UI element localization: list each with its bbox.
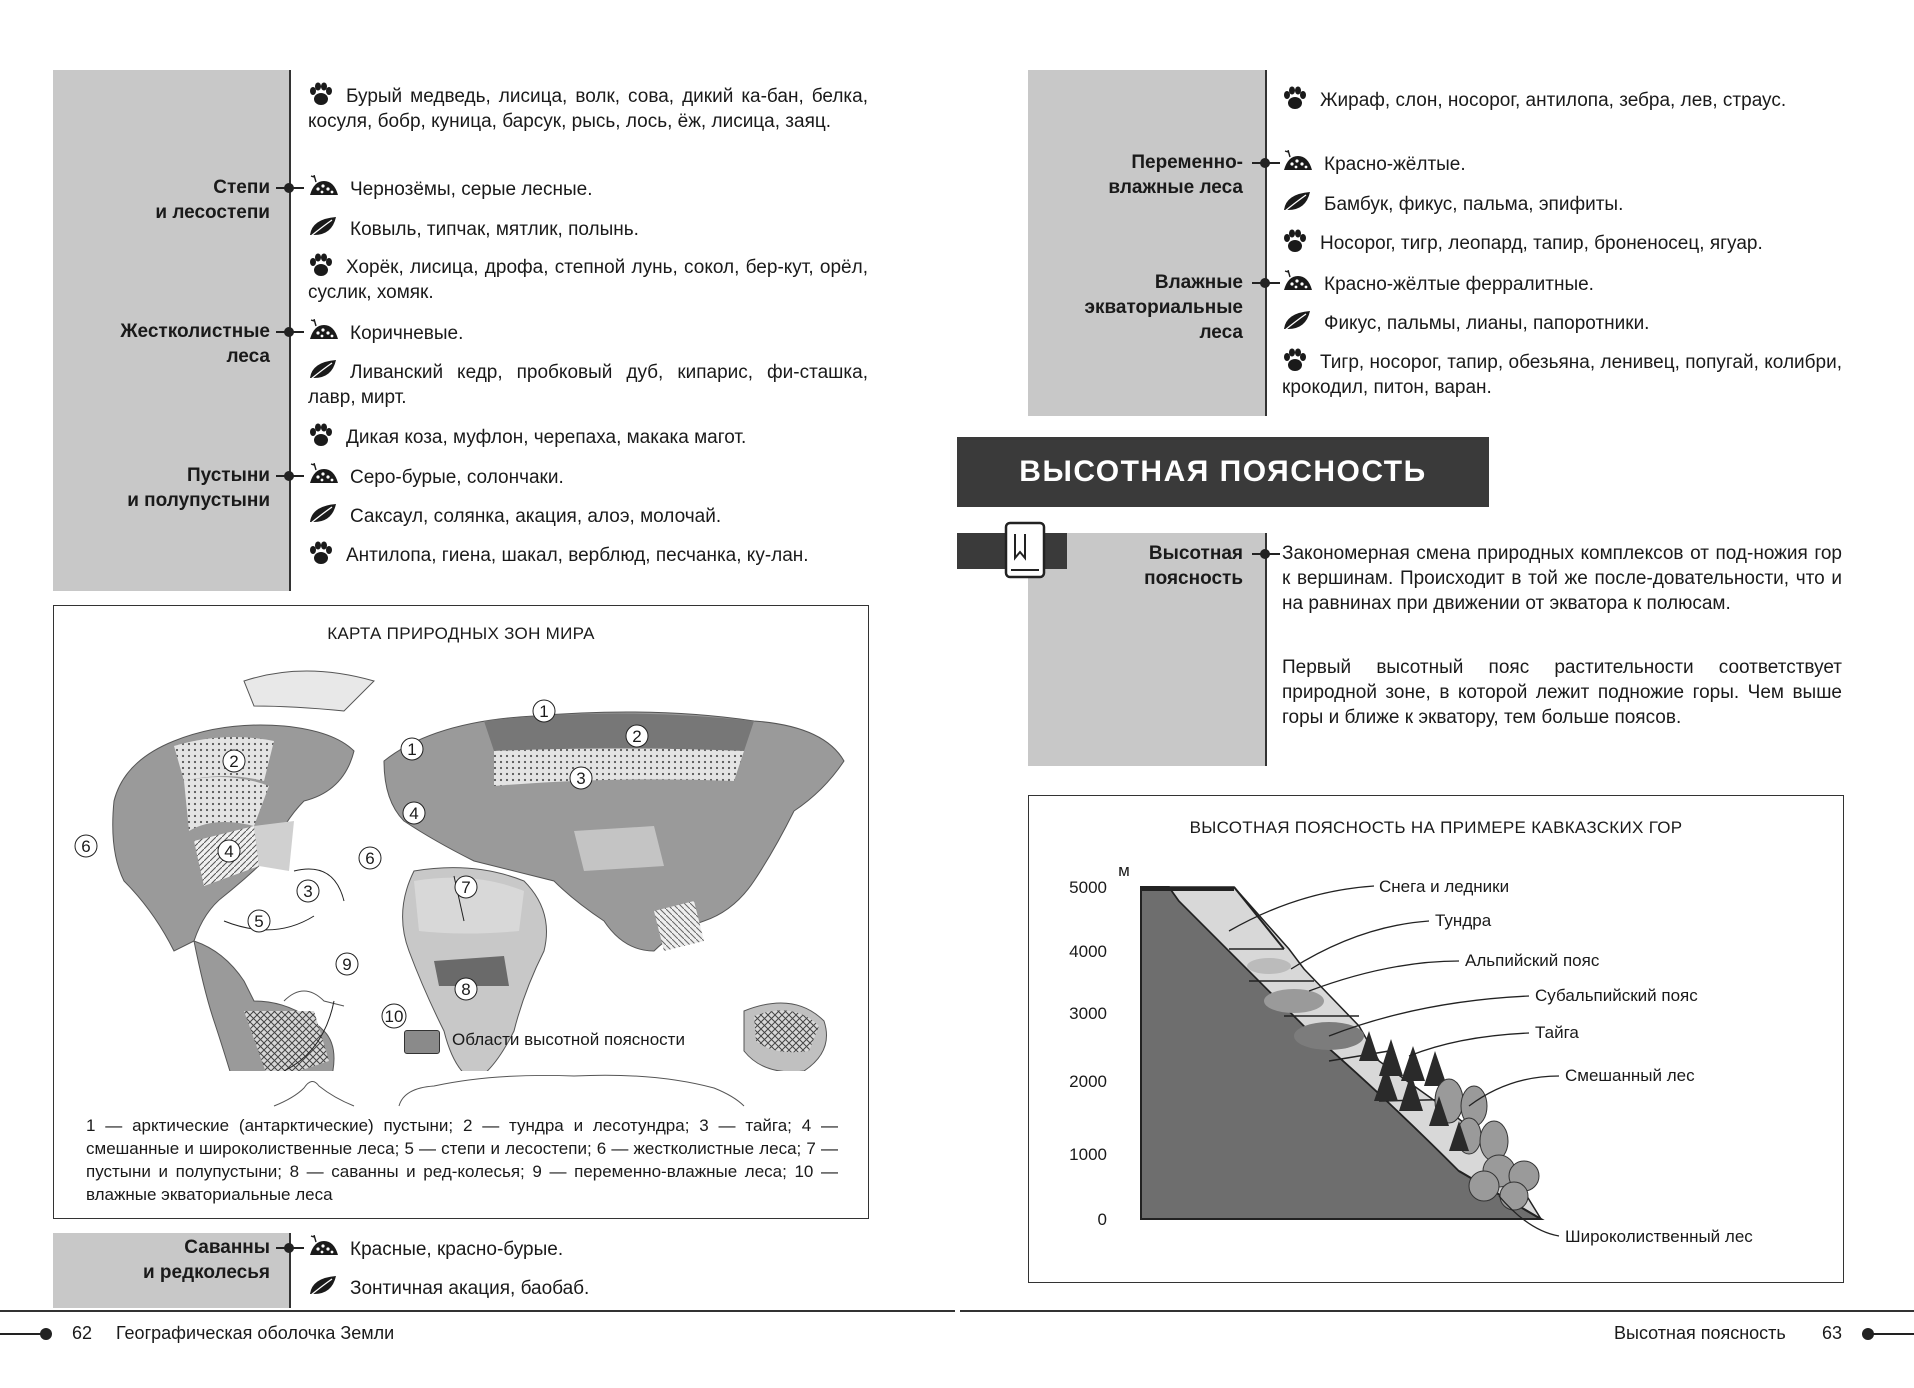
soil-icon: [308, 175, 340, 199]
tick-label: 4000: [1069, 942, 1107, 961]
central-asia-desert-area: [574, 826, 664, 871]
list-item: Красные, красно-бурые.: [308, 1235, 868, 1262]
belt-label: Альпийский пояс: [1465, 951, 1600, 970]
tick-label: 5000: [1069, 878, 1107, 897]
soil-icon: [1282, 150, 1314, 174]
connector-dot: [284, 471, 294, 481]
soil-icon: [308, 319, 340, 343]
map-title: КАРТА ПРИРОДНЫХ ЗОН МИРА: [327, 624, 595, 643]
marker: [297, 880, 319, 902]
footer-marker-line-right: [1864, 1333, 1914, 1335]
leaf-icon: [1282, 190, 1314, 214]
svg-text:4: 4: [224, 842, 234, 861]
svg-text:3: 3: [303, 882, 313, 901]
map-legend-text: 1 — арктические (антарктические) пустыни; 2 — тундра и лесотундра; 3 — тайга; 4 — смешанные и широколиственные леса; 5 — степи и лесостепи; 6 — жестколистные леса; 7 — пустыни и полупустыни; 8 — саванны и ред-колесья; 9 — переменно-влажные леса; 10 — влажные экваториальные леса: [86, 1116, 838, 1204]
tick-label: 1000: [1069, 1145, 1107, 1164]
antarctic-peninsula: [284, 991, 344, 1006]
zone-label-equatorial: Влажные экваториальные леса: [1084, 272, 1243, 343]
legend-swatch: [404, 1030, 440, 1054]
connector-dot: [1260, 158, 1270, 168]
mountain-diagram: [1029, 851, 1843, 1271]
svg-text:6: 6: [365, 849, 375, 868]
belt-label: Тундра: [1435, 911, 1492, 930]
axis-unit: м: [1118, 861, 1130, 880]
marker: [359, 847, 381, 869]
list-item: Ковыль, типчак, мятлик, полынь.: [308, 215, 868, 242]
antarctica-outline: [54, 1068, 868, 1108]
footer-rule-left: [0, 1310, 955, 1312]
zone-label-sclerophyll: Жестколистные леса: [120, 321, 270, 367]
zone-label-savannas: Саванны и редколесья: [142, 1237, 270, 1283]
paw-icon: [308, 82, 336, 106]
list-item: Зонтичная акация, баобаб.: [308, 1274, 868, 1301]
definition-term: Высотная поясность: [1144, 543, 1243, 589]
list-item: Хорёк, лисица, дрофа, степной лунь, сокол, бер-кут, орёл, суслик, хомяк.: [308, 253, 868, 305]
list-item: Тигр, носорог, тапир, обезьяна, ленивец, попугай, колибри, крокодил, питон, варан.: [1282, 348, 1842, 400]
tick-label: 3000: [1069, 1004, 1107, 1023]
list-item: Бурый медведь, лисица, волк, сова, дикий ка-бан, белка, косуля, бобр, куница, барсук, рысь, лось, ёж, лисица, заяц.: [308, 82, 868, 134]
list-item: Ливанский кедр, пробковый дуб, кипарис, фи-сташка, лавр, мирт.: [308, 358, 868, 410]
legend-label: Области высотной поясности: [452, 1030, 685, 1049]
soil-icon: [1282, 270, 1314, 294]
paw-icon: [308, 253, 336, 277]
marker: [223, 750, 245, 772]
paw-icon: [308, 423, 336, 447]
running-title-right: Высотная поясность: [1614, 1323, 1786, 1343]
marker: [626, 725, 648, 747]
belt-label: Тайга: [1535, 1023, 1579, 1042]
zone-label-steppes: Степи и лесостепи: [155, 177, 270, 223]
section-title-banner: ВЫСОТНАЯ ПОЯСНОСТЬ: [957, 437, 1489, 507]
list-item: Жираф, слон, носорог, антилопа, зебра, лев, страус.: [1282, 86, 1842, 113]
running-title-left: Географическая оболочка Земли: [116, 1323, 395, 1343]
list-item: Саксаул, солянка, акация, алоэ, молочай.: [308, 502, 868, 529]
list-item: Антилопа, гиена, шакал, верблюд, песчанка, ку-лан.: [308, 541, 868, 568]
connector-dot: [284, 1243, 294, 1253]
marker: [403, 802, 425, 824]
soil-icon: [308, 463, 340, 487]
page-number-left: 62: [72, 1323, 93, 1343]
svg-text:8: 8: [461, 980, 471, 999]
definition-text: Закономерная смена природных комплексов от под-ножия гор к вершинам. Происходит в той же после-довательности, что и на равнинах при движении от экватора к полюсам.: [1282, 543, 1842, 614]
list-item: Бамбук, фикус, пальма, эпифиты.: [1282, 190, 1842, 217]
connector-dot: [1260, 278, 1270, 288]
definition-divider: [1265, 533, 1267, 766]
page-number-right: 63: [1822, 1323, 1843, 1343]
tick-label: 2000: [1069, 1072, 1107, 1091]
connector-dot: [1260, 549, 1270, 559]
svg-text:2: 2: [632, 727, 642, 746]
svg-text:10: 10: [384, 1007, 404, 1026]
marker: [401, 738, 423, 760]
eurasia-tundra-area: [484, 714, 754, 752]
list-item: Фикус, пальмы, лианы, папоротники.: [1282, 309, 1842, 336]
world-map: [54, 651, 868, 1071]
connector-dot: [284, 183, 294, 193]
svg-text:4: 4: [409, 804, 419, 823]
greenland-area: [244, 671, 374, 711]
svg-text:6: 6: [81, 837, 91, 856]
right-gray-panel: [1028, 70, 1266, 416]
marker: [455, 876, 477, 898]
list-item: Красно-жёлтые ферралитные.: [1282, 270, 1842, 297]
footer-rule-right: [960, 1310, 1914, 1312]
paw-icon: [1282, 229, 1310, 253]
altitudinal-zonation-frame: [1028, 795, 1844, 1283]
belt-label: Широколиственный лес: [1565, 1227, 1753, 1246]
right-zone-divider: [1265, 70, 1267, 416]
svg-text:1: 1: [407, 740, 417, 759]
zone-label-deserts: Пустыни и полупустыни: [127, 465, 270, 511]
list-item: Красно-жёлтые.: [1282, 150, 1842, 177]
marker: [218, 840, 240, 862]
belt-label: Смешанный лес: [1565, 1066, 1695, 1085]
leaf-icon: [308, 1274, 340, 1298]
soil-icon: [308, 1235, 340, 1259]
svg-text:9: 9: [342, 955, 352, 974]
tick-label: 0: [1097, 1210, 1107, 1229]
paw-icon: [1282, 348, 1310, 372]
list-item: Коричневые.: [308, 319, 868, 346]
list-item: Носорог, тигр, леопард, тапир, броненосец, ягуар.: [1282, 229, 1842, 256]
paw-icon: [308, 541, 336, 565]
svg-text:5: 5: [254, 912, 264, 931]
marker: [382, 1004, 406, 1028]
belt-label: Снега и ледники: [1379, 877, 1510, 896]
definition-note: Первый высотный пояс растительности соответствует природной зоне, в которой лежит подножие горы. Чем выше горы и ближе к экватору, тем больше поясов.: [1282, 657, 1842, 728]
marker: [75, 835, 97, 857]
diagram-title: ВЫСОТНАЯ ПОЯСНОСТЬ НА ПРИМЕРЕ КАВКАЗСКИХ ГОР: [1189, 818, 1683, 837]
connector-dot: [284, 327, 294, 337]
leaf-icon: [308, 215, 340, 239]
footer-dot-left: [40, 1328, 52, 1340]
svg-text:1: 1: [539, 702, 549, 721]
list-item: Серо-бурые, солончаки.: [308, 463, 868, 490]
marker: [570, 767, 592, 789]
leaf-icon: [1282, 309, 1314, 333]
world-map-frame: [53, 605, 869, 1219]
list-item: Дикая коза, муфлон, черепаха, макака магот.: [308, 423, 868, 450]
marker: [248, 910, 270, 932]
marker: [533, 700, 555, 722]
leaf-icon: [308, 358, 340, 382]
mixed-forest-area: [254, 821, 294, 871]
leaf-icon: [308, 502, 340, 526]
paw-icon: [1282, 86, 1310, 110]
svg-text:7: 7: [461, 878, 471, 897]
marker: [336, 953, 358, 975]
list-item: Чернозёмы, серые лесные.: [308, 175, 868, 202]
belt-label: Субальпийский пояс: [1535, 986, 1698, 1005]
svg-text:2: 2: [229, 752, 239, 771]
svg-text:3: 3: [576, 769, 586, 788]
zone-label-variable-humid: Переменно- влажные леса: [1108, 152, 1243, 198]
marker: [455, 978, 477, 1000]
